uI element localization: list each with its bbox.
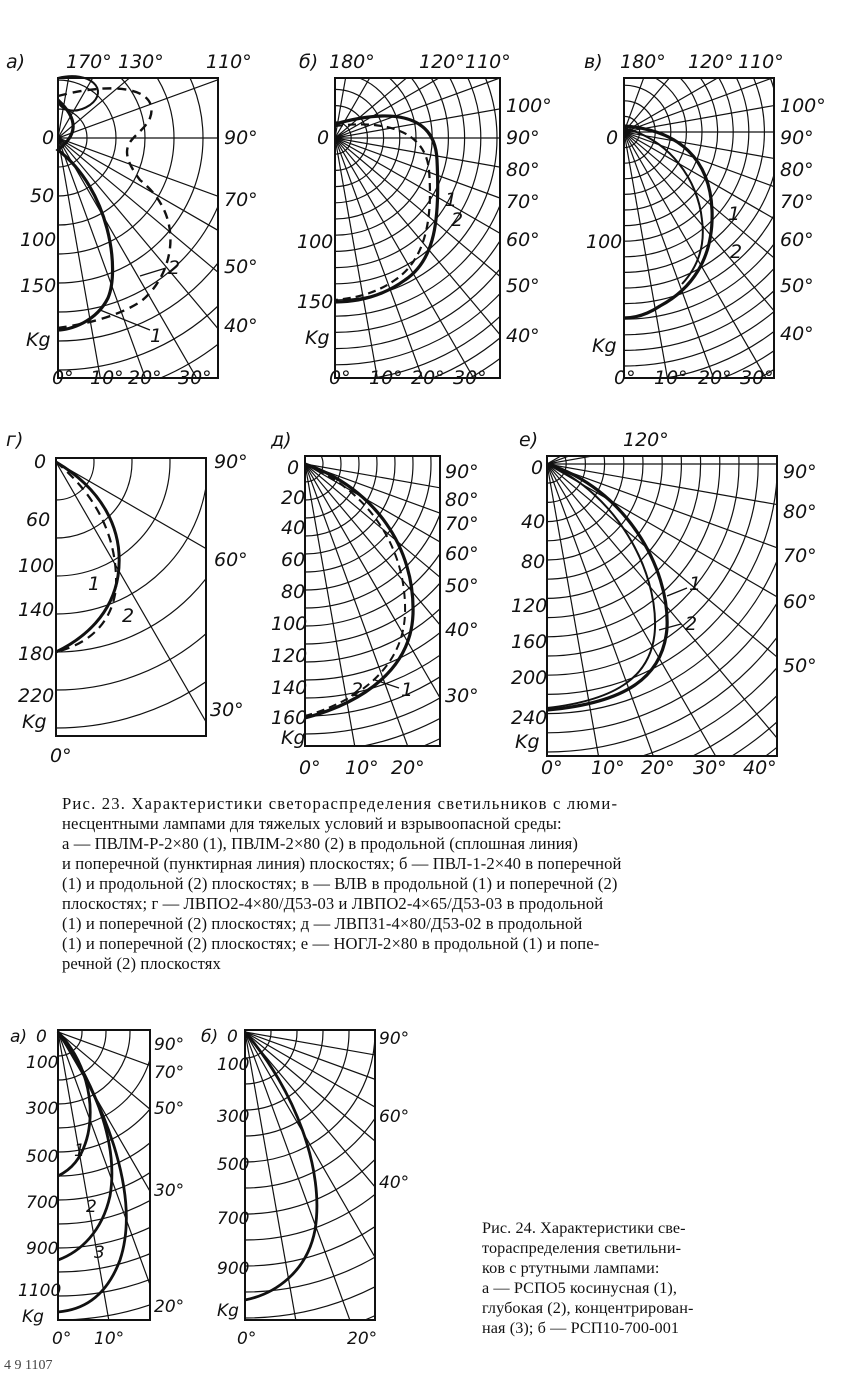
- right-angle: 80°: [445, 489, 479, 511]
- polar-chart-23b: [285, 40, 552, 400]
- figure-24b: [195, 1010, 415, 1350]
- left-value: 0: [606, 127, 619, 149]
- figure-23e: [265, 418, 515, 778]
- panel-letter: a): [6, 51, 26, 73]
- right-angle: 80°: [783, 501, 817, 523]
- curve-label: 2: [685, 613, 698, 635]
- top-angle: 130°: [118, 51, 164, 73]
- bottom-angle: 0°: [299, 757, 321, 779]
- bottom-angle: 0°: [50, 745, 72, 767]
- right-angle: 40°: [506, 325, 540, 347]
- right-angle: 70°: [445, 513, 479, 535]
- top-angle: 110°: [738, 51, 784, 73]
- caption-line: (1) и поперечной (2) плоскостях; е — НОГЛ-2×80 в продольной (1) и попе-: [62, 934, 600, 953]
- right-angle: 100°: [780, 95, 826, 117]
- right-angle: 60°: [445, 543, 479, 565]
- unit-label: Kg: [281, 727, 306, 749]
- right-angle: 60°: [214, 549, 248, 571]
- curve-label: 1: [74, 1141, 85, 1161]
- right-angle: 60°: [506, 229, 540, 251]
- bottom-angle: 10°: [591, 757, 625, 779]
- left-value: 220: [18, 685, 55, 707]
- grid-circle: [0, 386, 132, 538]
- bottom-angle: 30°: [453, 367, 487, 389]
- bottom-angle: 20°: [411, 367, 445, 389]
- left-value: 120: [271, 645, 308, 667]
- curve-label: 2: [86, 1197, 97, 1217]
- right-angle: 30°: [154, 1181, 185, 1201]
- top-angle: 170°: [66, 51, 112, 73]
- right-angle: 40°: [445, 619, 479, 641]
- unit-label: Kg: [592, 335, 617, 357]
- left-value: 500: [217, 1155, 250, 1175]
- bottom-angle: 30°: [740, 367, 774, 389]
- right-angle: 50°: [780, 275, 814, 297]
- curve-label: 1: [150, 325, 163, 347]
- curve-label: 2: [730, 241, 743, 263]
- panel-letter: д): [271, 429, 292, 451]
- grid-circle: [0, 0, 232, 312]
- panel-letter: а): [10, 1027, 28, 1047]
- bottom-angle: 0°: [329, 367, 351, 389]
- left-value: 80: [281, 581, 306, 603]
- curve-label: 3: [94, 1243, 105, 1263]
- right-angle: 90°: [224, 127, 258, 149]
- right-angle: 40°: [379, 1173, 410, 1193]
- right-angle: 50°: [445, 575, 479, 597]
- right-angle: 30°: [445, 685, 479, 707]
- bottom-angle: 10°: [654, 367, 688, 389]
- bottom-angle: 30°: [693, 757, 727, 779]
- curve-label: 1: [401, 679, 414, 701]
- bottom-angle: 0°: [541, 757, 563, 779]
- panel-letter: в): [584, 51, 603, 73]
- left-value: 40: [521, 511, 546, 533]
- left-value: 40: [281, 517, 306, 539]
- left-value: 50: [30, 185, 55, 207]
- left-value: 100: [18, 555, 55, 577]
- polar-chart-23c: [570, 40, 840, 400]
- right-angle: 90°: [154, 1035, 185, 1055]
- bottom-angle: 0°: [52, 1329, 72, 1349]
- figure-23f: [505, 418, 845, 778]
- unit-label: Kg: [22, 1307, 44, 1327]
- bottom-angle: 20°: [698, 367, 732, 389]
- footer-fragment: 4 9 1107: [4, 1358, 53, 1373]
- left-value: 150: [20, 275, 57, 297]
- left-value: 300: [26, 1099, 59, 1119]
- left-value: 300: [217, 1107, 250, 1127]
- figure-23-caption: [62, 794, 802, 974]
- right-angle: 50°: [224, 256, 258, 278]
- caption-line: (1) и продольной (2) плоскостях; в — ВЛВ в продольной (1) и поперечной (2): [62, 874, 618, 893]
- bottom-angle: 10°: [369, 367, 403, 389]
- right-angle: 70°: [506, 191, 540, 213]
- bottom-angle: 40°: [743, 757, 777, 779]
- curve-label: 2: [351, 679, 364, 701]
- left-value: 100: [217, 1055, 250, 1075]
- left-value: 900: [217, 1259, 250, 1279]
- polar-chart-24a: [0, 1010, 200, 1350]
- left-value: 100: [26, 1053, 59, 1073]
- right-angle: 40°: [780, 323, 814, 345]
- figure-23b: [285, 40, 552, 400]
- polar-chart-23a: [0, 40, 260, 400]
- right-angle: 70°: [224, 189, 258, 211]
- curve-label: 1: [728, 203, 741, 225]
- bottom-angle: 20°: [391, 757, 425, 779]
- right-angle: 70°: [780, 191, 814, 213]
- panel-letter: г): [6, 429, 24, 451]
- left-value: 500: [26, 1147, 59, 1167]
- top-angle: 120°: [623, 429, 669, 451]
- right-angle: 50°: [506, 275, 540, 297]
- right-angle: 90°: [506, 127, 540, 149]
- caption-line: глубокая (2), концентрирован-: [482, 1299, 694, 1317]
- left-value: 0: [34, 451, 47, 473]
- left-value: 150: [297, 291, 334, 313]
- unit-label: Kg: [22, 711, 47, 733]
- right-angle: 50°: [783, 655, 817, 677]
- polar-chart-23e: [265, 418, 515, 778]
- unit-label: Kg: [217, 1301, 239, 1321]
- panel-letter: б): [299, 51, 319, 73]
- grid-radial-line: [245, 1032, 860, 1240]
- curve-2-23f: [547, 464, 655, 708]
- bottom-angle: 0°: [614, 367, 636, 389]
- caption-line: несцентными лампами для тяжелых условий и взрывоопасной среды:: [62, 814, 562, 833]
- right-angle: 80°: [780, 159, 814, 181]
- right-angle: 60°: [379, 1107, 410, 1127]
- right-angle: 50°: [154, 1099, 185, 1119]
- polar-chart-23f: [505, 418, 845, 778]
- left-value: 0: [531, 457, 544, 479]
- left-value: 1100: [18, 1281, 62, 1301]
- bottom-angle: 10°: [90, 367, 124, 389]
- right-angle: 90°: [214, 451, 248, 473]
- left-value: 0: [227, 1027, 238, 1047]
- curve-label: 2: [451, 209, 464, 231]
- bottom-angle: 30°: [178, 367, 212, 389]
- caption-line: а — ПВЛМ-Р-2×80 (1), ПВЛМ-2×80 (2) в продольной (сплошная линия): [62, 834, 579, 853]
- left-value: 80: [521, 551, 546, 573]
- right-angle: 40°: [224, 315, 258, 337]
- left-value: 60: [281, 549, 306, 571]
- figure-24a: [0, 1010, 200, 1350]
- figure-24-caption: [482, 1218, 802, 1338]
- top-angle: 180°: [620, 51, 666, 73]
- bottom-angle: 20°: [641, 757, 675, 779]
- top-angle: 180°: [329, 51, 375, 73]
- polar-chart-24b: [195, 1010, 415, 1350]
- curve-2-23d: [56, 462, 116, 652]
- right-angle: 90°: [379, 1029, 410, 1049]
- top-angle: 120°: [688, 51, 734, 73]
- right-angle: 60°: [780, 229, 814, 251]
- left-value: 0: [287, 457, 300, 479]
- left-value: 0: [317, 127, 330, 149]
- left-value: 120: [511, 595, 548, 617]
- right-angle: 80°: [506, 159, 540, 181]
- figure-23a: [0, 40, 260, 400]
- right-angle: 70°: [783, 545, 817, 567]
- curve-label: 1: [689, 573, 702, 595]
- right-angle: 60°: [783, 591, 817, 613]
- bottom-angle: 20°: [128, 367, 162, 389]
- left-value: 180: [18, 643, 55, 665]
- caption-line: ная (3); б — РСП10-700-001: [482, 1319, 680, 1337]
- caption-line: Рис. 24. Характеристики све-: [482, 1219, 686, 1237]
- caption-line: и поперечной (пунктирная линия) плоскостях; б — ПВЛ-1-2×40 в поперечной: [62, 854, 622, 873]
- left-value: 100: [271, 613, 308, 635]
- right-angle: 20°: [154, 1297, 185, 1317]
- top-angle: 120°: [419, 51, 465, 73]
- bottom-angle: 10°: [94, 1329, 125, 1349]
- curve-24b: [245, 1032, 317, 1300]
- grid-radial-line: [245, 1032, 453, 1375]
- right-angle: 70°: [154, 1063, 185, 1083]
- left-value: 140: [271, 677, 308, 699]
- left-value: 200: [511, 667, 548, 689]
- caption-line: а — РСПО5 косинусная (1),: [482, 1279, 678, 1297]
- panel-letter: б): [201, 1027, 219, 1047]
- bottom-angle: 0°: [52, 367, 74, 389]
- left-value: 700: [26, 1193, 59, 1213]
- curve-label: 1: [445, 189, 458, 211]
- left-value: 140: [18, 599, 55, 621]
- unit-label: Kg: [515, 731, 540, 753]
- right-angle: 100°: [506, 95, 552, 117]
- right-angle: 30°: [210, 699, 244, 721]
- curve-1-23d: [56, 462, 119, 652]
- top-angle: 110°: [465, 51, 511, 73]
- polar-chart-23d: [0, 418, 260, 778]
- figure-23c: [570, 40, 840, 400]
- left-value: 20: [281, 487, 306, 509]
- caption-line: (1) и поперечной (2) плоскостях; д — ЛВП31-4×80/Д53-02 в продольной: [62, 914, 583, 933]
- left-value: 0: [42, 127, 55, 149]
- left-value: 160: [271, 707, 308, 729]
- left-value: 60: [26, 509, 51, 531]
- left-value: 100: [297, 231, 334, 253]
- left-value: 700: [217, 1209, 250, 1229]
- right-angle: 90°: [780, 127, 814, 149]
- caption-line: Рис. 23. Характеристики светораспределения светильников с люми-: [62, 794, 619, 813]
- caption-line: ков с ртутными лампами:: [482, 1259, 660, 1277]
- bottom-angle: 10°: [345, 757, 379, 779]
- top-angle: 110°: [206, 51, 252, 73]
- left-value: 100: [586, 231, 623, 253]
- curve-label: 2: [168, 257, 181, 279]
- left-value: 0: [36, 1027, 47, 1047]
- unit-label: Kg: [305, 327, 330, 349]
- caption-line: плоскостях; г — ЛВПО2-4×80/Д53-03 и ЛВПО2-4×65/Д53-03 в продольной: [62, 894, 604, 913]
- left-value: 160: [511, 631, 548, 653]
- bottom-angle: 0°: [237, 1329, 257, 1349]
- right-angle: 90°: [783, 461, 817, 483]
- left-value: 900: [26, 1239, 59, 1259]
- curve-label: 1: [88, 573, 101, 595]
- caption-line: тораспределения светильни-: [482, 1239, 682, 1257]
- unit-label: Kg: [26, 329, 51, 351]
- right-angle: 90°: [445, 461, 479, 483]
- curve-label: 2: [122, 605, 135, 627]
- bottom-angle: 20°: [347, 1329, 378, 1349]
- panel-letter: е): [519, 429, 539, 451]
- caption-line: речной (2) плоскостях: [62, 954, 221, 973]
- left-value: 240: [511, 707, 548, 729]
- left-value: 100: [20, 229, 57, 251]
- figure-23d: [0, 418, 260, 778]
